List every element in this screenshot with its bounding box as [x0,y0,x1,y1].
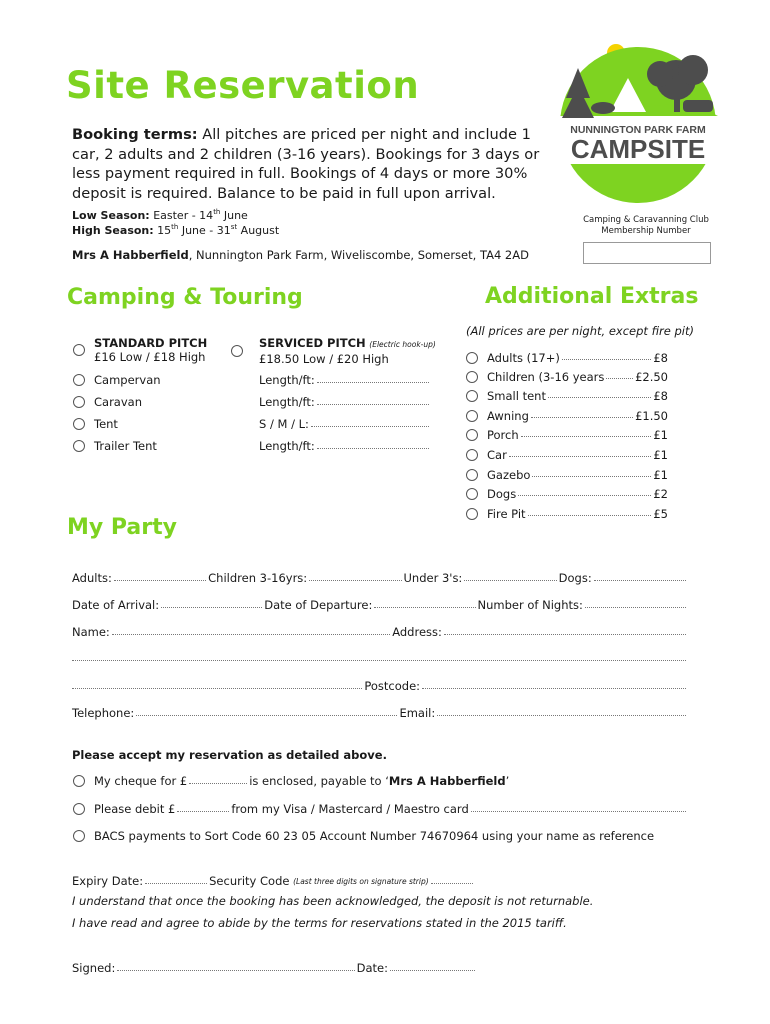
campsite-logo-graphic [548,40,728,205]
under3-label: Under 3's: [403,571,463,585]
address-label: Address: [392,625,442,639]
high-season-label: High Season: [72,224,154,237]
extra-item-label: Gazebo [487,468,531,482]
serviced-pitch-radio[interactable] [231,345,243,357]
tent-radio[interactable] [73,418,85,430]
extra-item-price: £1 [653,468,668,482]
extra-item-radio[interactable] [466,469,478,481]
name-field[interactable] [112,626,390,635]
campervan-field-label: Length/ft: [259,373,315,387]
terms-agreement: I have read and agree to abide by the terms for reservations stated in the 2015 tariff. [72,916,567,930]
page-title: Site Reservation [66,64,420,107]
extra-item-radio[interactable] [466,449,478,461]
debit-amount-field[interactable] [177,803,229,812]
extra-item-label: Children (3-16 years [487,370,605,384]
extra-item[interactable] [466,468,668,482]
address-field[interactable] [444,626,686,635]
campervan-radio[interactable] [73,374,85,386]
high-season-start: 15 [153,224,172,237]
address-line2-field[interactable] [72,652,686,661]
trailer-tent-field-label: Length/ft: [259,439,315,453]
extra-item-label: Car [487,448,507,462]
debit-radio[interactable] [73,803,85,815]
bacs-option[interactable] [73,829,654,843]
signed-label: Signed: [72,961,116,975]
dogs-field[interactable] [594,572,686,581]
standard-pitch-radio[interactable] [73,344,85,356]
low-season-sup: th [213,208,221,216]
camping-heading: Camping & Touring [67,285,303,310]
extra-item[interactable] [466,428,668,442]
nights-field[interactable] [585,599,686,608]
debit-text-a: Please debit £ [94,802,176,816]
extra-item[interactable] [466,389,668,403]
extra-item[interactable] [466,448,668,462]
owner-name: Mrs A Habberfield [72,248,189,262]
expiry-field[interactable] [145,875,207,884]
security-label: Security Code [209,874,290,888]
membership-label: Camping & Caravanning Club Membership Number [583,215,709,236]
campervan-option[interactable] [73,373,161,387]
extra-item[interactable] [466,487,668,501]
email-label: Email: [399,706,436,720]
extra-item-radio[interactable] [466,352,478,364]
extra-item-price: £8 [653,389,668,403]
high-season-mid: June - 31 [178,224,231,237]
standard-pitch-option[interactable] [73,336,207,364]
cheque-text-b: is enclosed, payable to ‘ [249,774,389,788]
cheque-radio[interactable] [73,775,85,787]
extra-item-label: Dogs [487,487,517,501]
postcode-field[interactable] [422,680,686,689]
extras-heading: Additional Extras [485,284,699,309]
logo-line1: NUNNINGTON PARK FARM [570,124,706,136]
cheque-text-c: ’ [505,774,510,788]
contact-row [72,706,688,720]
extras-note: (All prices are per night, except fire pit) [466,324,694,338]
low-season-start: Easter - 14 [149,209,214,222]
arrival-label: Date of Arrival: [72,598,160,612]
signature-row [72,961,477,975]
children-field[interactable] [309,572,401,581]
extra-item-radio[interactable] [466,410,478,422]
caravan-radio[interactable] [73,396,85,408]
caravan-field-label: Length/ft: [259,395,315,409]
extra-item-radio[interactable] [466,429,478,441]
caravan-option[interactable] [73,395,142,409]
serviced-pitch-note: (Electric hook-up) [369,340,436,349]
departure-field[interactable] [374,599,475,608]
high-season-sup-b: st [230,223,238,231]
accept-statement: Please accept my reservation as detailed above. [72,748,387,762]
postcode-row [72,679,688,693]
high-season-end: August [237,224,280,237]
party-heading: My Party [67,515,177,540]
extra-item[interactable] [466,507,668,521]
debit-option[interactable] [73,802,688,816]
arrival-field[interactable] [161,599,262,608]
serviced-pitch-price: £18.50 Low / £20 High [259,352,389,366]
extra-item-label: Small tent [487,389,546,403]
owner-address [72,248,529,262]
booking-terms [72,125,552,203]
address-line3-field[interactable] [72,680,362,689]
party-counts-row [72,571,688,585]
campervan-length-field[interactable] [259,373,431,387]
tent-label: Tent [94,417,118,431]
standard-pitch-price: £16 Low / £18 High [94,350,206,364]
name-label: Name: [72,625,110,639]
security-note: (Last three digits on signature strip) [293,876,429,886]
extra-item[interactable] [466,409,668,423]
extra-item-label: Porch [487,428,519,442]
low-season-end: June [220,209,248,222]
cow-icon [683,100,713,112]
high-season-sup-a: th [171,223,179,231]
extra-item-price: £5 [653,507,668,521]
card-details-row [72,874,475,888]
extra-item-price: £2.50 [635,370,668,384]
name-address-row [72,625,688,639]
low-season [72,209,248,222]
date-label: Date: [356,961,388,975]
serviced-pitch-label: SERVICED PITCH [259,336,366,350]
standard-pitch-label: STANDARD PITCH [94,336,208,350]
postcode-label: Postcode: [364,679,421,693]
extra-item-price: £1 [653,448,668,462]
dates-row [72,598,688,612]
signature-field[interactable] [117,962,354,971]
nights-label: Number of Nights: [477,598,583,612]
card-number-field[interactable] [471,803,686,812]
logo-line2: CAMPSITE [570,134,706,164]
children-label: Children 3-16yrs: [208,571,308,585]
low-season-label: Low Season: [72,209,150,222]
telephone-field[interactable] [136,707,397,716]
extra-item-price: £2 [653,487,668,501]
booking-terms-label: Booking terms: [72,126,198,143]
extra-item-price: £8 [653,351,668,365]
campervan-label: Campervan [94,373,161,387]
high-season [72,224,279,237]
serviced-pitch-option[interactable] [231,336,436,366]
membership-number-field[interactable] [583,242,711,264]
extra-item-price: £1 [653,428,668,442]
extra-item-radio[interactable] [466,508,478,520]
trailer-tent-length-field[interactable] [259,439,431,453]
expiry-label: Expiry Date: [72,874,144,888]
campsite-logo [548,40,728,205]
caravan-label: Caravan [94,395,142,409]
extra-item-label: Adults (17+) [487,351,560,365]
telephone-label: Telephone: [72,706,135,720]
departure-label: Date of Departure: [264,598,373,612]
cheque-option[interactable] [73,774,509,788]
bacs-radio[interactable] [73,830,85,842]
tent-size-field[interactable] [259,417,431,431]
email-field[interactable] [437,707,686,716]
trailer-tent-radio[interactable] [73,440,85,452]
trailer-tent-label: Trailer Tent [94,439,157,453]
under3-field[interactable] [464,572,556,581]
extra-item-label: Awning [487,409,529,423]
cheque-text-a: My cheque for £ [94,774,188,788]
trailer-tent-option[interactable] [73,439,157,453]
extra-item-price: £1.50 [635,409,668,423]
debit-text-b: from my Visa / Mastercard / Maestro card [231,802,469,816]
extra-item-radio[interactable] [466,390,478,402]
extra-item-label: Fire Pit [487,507,526,521]
sheep-icon [591,102,615,114]
cheque-amount-field[interactable] [189,775,247,784]
tent-field-label: S / M / L: [259,417,309,431]
cheque-payee: Mrs A Habberfield [388,774,506,788]
signature-date-field[interactable] [390,962,475,971]
extra-item[interactable] [466,351,668,365]
booking-terms-text: All pitches are priced per night and include 1 car, 2 adults and 2 children (3-16 years). Bookings for 3 days or less payment required in full. Bookings of 4 days or more 30% deposit is required. Balance to be paid in full upon arrival. [72,126,540,202]
owner-address-rest: , Nunnington Park Farm, Wiveliscombe, Somerset, TA4 2AD [188,248,529,262]
bacs-text: BACS payments to Sort Code 60 23 05 Account Number 74670964 using your name as reference [94,829,655,843]
caravan-length-field[interactable] [259,395,431,409]
extra-item-radio[interactable] [466,488,478,500]
security-code-field[interactable] [431,875,473,884]
adults-label: Adults: [72,571,112,585]
extra-item[interactable] [466,370,668,384]
deposit-statement: I understand that once the booking has been acknowledged, the deposit is not returnable. [72,894,594,908]
dogs-label: Dogs: [558,571,592,585]
address-line2-row [72,652,688,664]
tent-option[interactable] [73,417,118,431]
adults-field[interactable] [114,572,206,581]
extra-item-radio[interactable] [466,371,478,383]
